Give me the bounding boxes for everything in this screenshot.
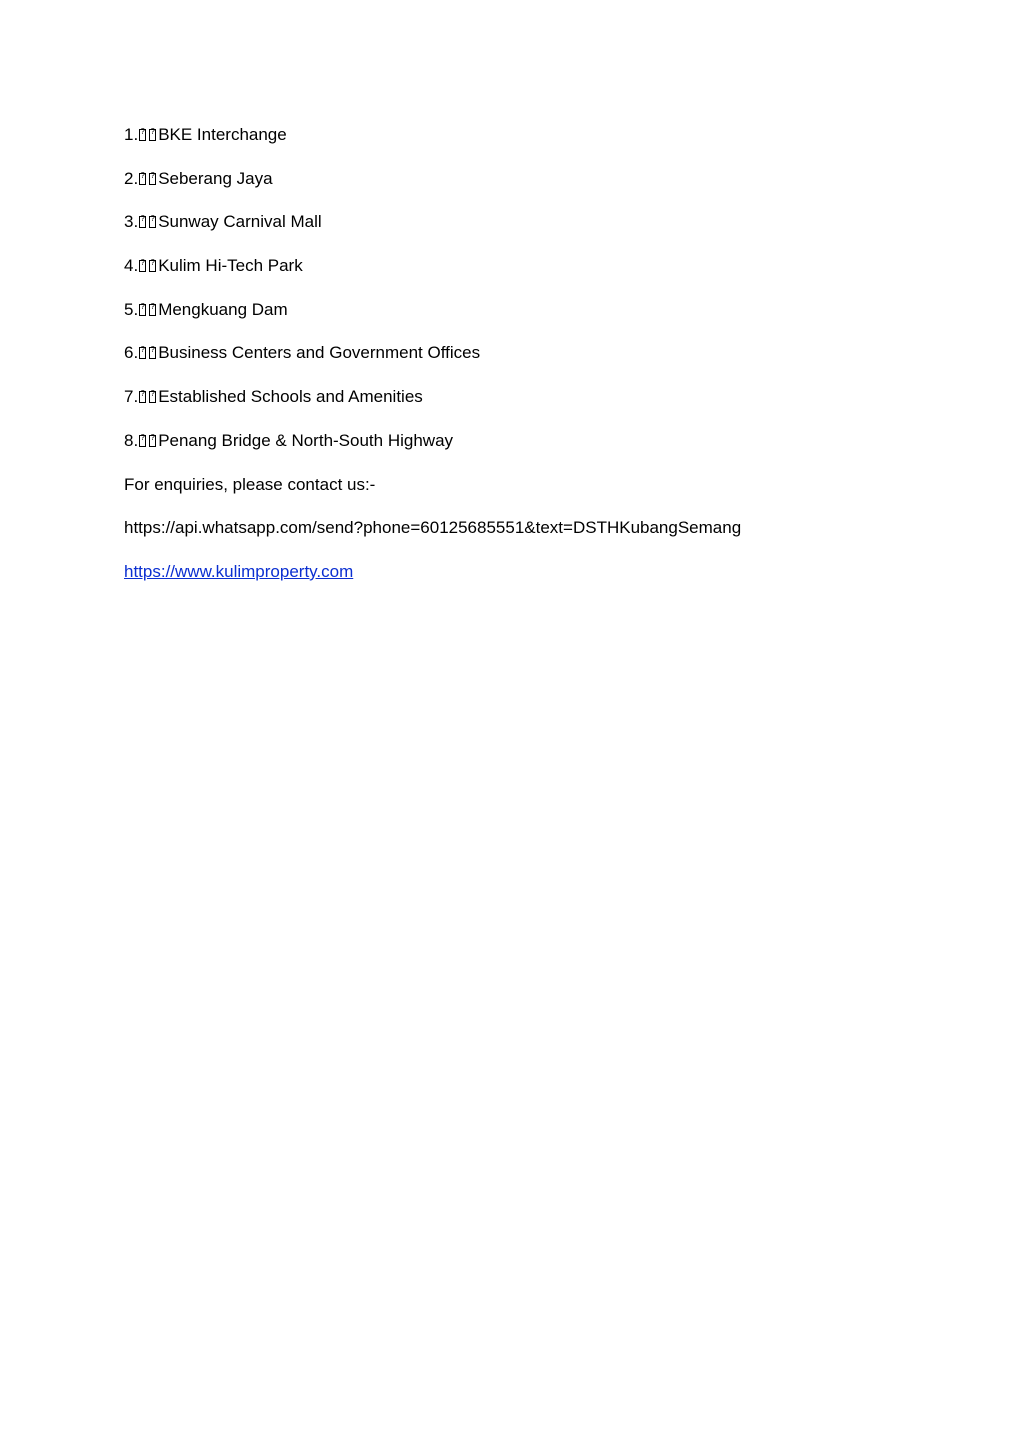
missing-glyph-icon [139,216,146,228]
list-item [124,168,904,190]
list-item-number: 7. [124,387,139,407]
list-item [124,299,904,321]
missing-glyph-icon [139,304,146,316]
document-body [124,124,904,605]
website-link[interactable]: https://www.kulimproperty.com [124,561,354,581]
list-item-text: Sunway Carnival Mall [158,212,322,232]
list-item [124,386,904,408]
missing-glyph-icon [139,347,146,359]
missing-glyph-icon [149,435,156,447]
missing-glyph-icon [139,129,146,141]
list-item-number: 8. [124,430,139,450]
missing-glyph-icon [149,216,156,228]
contact-intro: For enquiries, please contact us:- [124,474,376,494]
whatsapp-url-text: https://api.whatsapp.com/send?phone=60125685551&text=DSTHKubangSemang [124,518,742,538]
website-link-line [124,561,904,583]
missing-glyph-icon [149,304,156,316]
list-item-number: 4. [124,256,139,276]
list-item [124,124,904,146]
list-item-number: 6. [124,343,139,363]
missing-glyph-icon [139,391,146,403]
list-item [124,342,904,364]
missing-glyph-icon [139,260,146,272]
list-item-text: BKE Interchange [158,125,287,144]
list-item-text: Kulim Hi-Tech Park [158,256,303,276]
missing-glyph-icon [149,347,156,359]
list-item-text: Mengkuang Dam [158,299,288,319]
missing-glyph-icon [149,391,156,403]
list-item-number: 5. [124,299,139,319]
list-item-number: 3. [124,212,139,232]
list-item-number: 2. [124,168,139,188]
list-item-text: Seberang Jaya [158,168,273,188]
list-item-number: 1. [124,125,139,144]
missing-glyph-icon [149,173,156,185]
list-item-text: Established Schools and Amenities [158,387,423,407]
list-item [124,255,904,277]
missing-glyph-icon [149,260,156,272]
missing-glyph-icon [139,435,146,447]
list-item [124,430,904,452]
list-item-text: Business Centers and Government Offices [158,343,481,363]
missing-glyph-icon [139,173,146,185]
list-item [124,211,904,233]
missing-glyph-icon [149,129,156,141]
list-item-text: Penang Bridge & North-South Highway [158,430,454,450]
